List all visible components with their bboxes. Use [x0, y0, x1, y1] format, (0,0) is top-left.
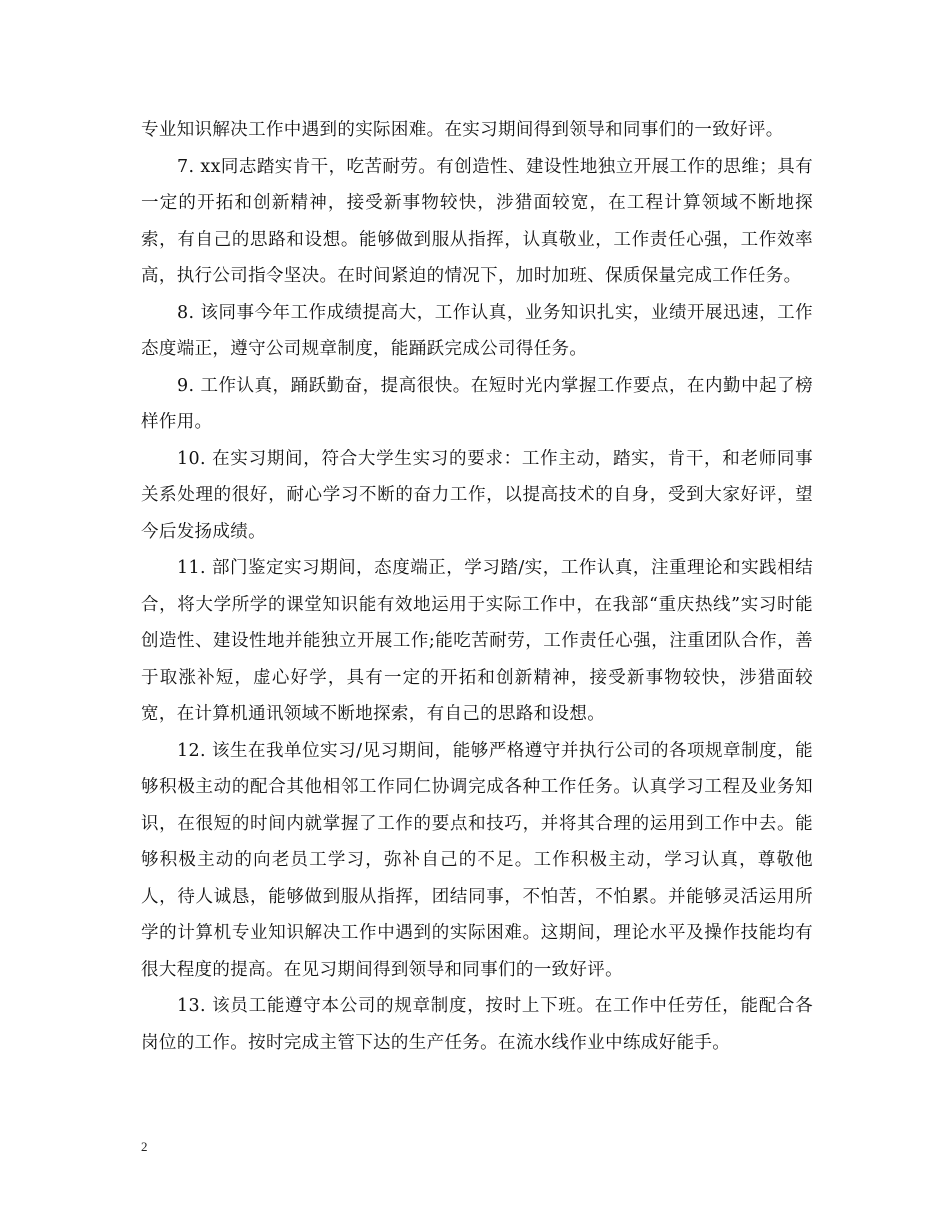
paragraph-item-13: 13. 该员工能遵守本公司的规章制度，按时上下班。在工作中任劳任，能配合各岗位的工作。按时完成主管下达的生产任务。在流水线作业中练成好能手。	[141, 996, 813, 1053]
paragraph-continuation: 专业知识解决工作中遇到的实际困难。在实习期间得到领导和同事们的一致好评。	[141, 120, 784, 140]
page-number: 2	[141, 1139, 148, 1154]
paragraph-item-10: 10. 在实习期间，符合大学生实习的要求：工作主动，踏实，肯干，和老师同事关系处理的很好，耐心学习不断的奋力工作，以提高技术的自身，受到大家好评，望今后发扬成绩。	[141, 448, 813, 542]
paragraph-item-7: 7. xx同志踏实肯干，吃苦耐劳。有创造性、建设性地独立开展工作的思维；具有一定的开拓和创新精神，接受新事物较快，涉猎面较宽，在工程计算领域不断地探索，有自己的思路和设想。能够做到服从指挥，认真敬业，工作责任心强，工作效率高，执行公司指令坚决。在时间紧迫的情况下，加时加班、保质保量完成工作任务。	[141, 156, 813, 286]
paragraph-item-12: 12. 该生在我单位实习/见习期间，能够严格遵守并执行公司的各项规章制度，能够积极主动的配合其他相邻工作同仁协调完成各种工作任务。认真学习工程及业务知识，在很短的时间内就掌握了工作的要点和技巧，并将其合理的运用到工作中去。能够积极主动的向老员工学习，弥补自己的不足。工作积极主动，学习认真，尊敬他人，待人诚恳，能够做到服从指挥，团结同事，不怕苦，不怕累。并能够灵活运用所学的计算机专业知识解决工作中遇到的实际困难。这期间，理论水平及操作技能均有很大程度的提高。在见习期间得到领导和同事们的一致好评。	[141, 740, 813, 980]
document-body	[141, 112, 813, 1061]
paragraph-item-11: 11. 部门鉴定实习期间，态度端正，学习踏/实，工作认真，注重理论和实践相结合，将大学所学的课堂知识能有效地运用于实际工作中，在我部“重庆热线”实习时能创造性、建设性地并能独立开展工作;能吃苦耐劳，工作责任心强，注重团队合作，善于取涨补短，虚心好学，具有一定的开拓和创新精神，接受新事物较快，涉猎面较宽，在计算机通讯领域不断地探索，有自己的思路和设想。	[141, 558, 813, 724]
paragraph-item-8: 8. 该同事今年工作成绩提高大，工作认真，业务知识扎实，业绩开展迅速，工作态度端正，遵守公司规章制度，能踊跃完成公司得任务。	[141, 302, 813, 359]
paragraph-item-9: 9. 工作认真，踊跃勤奋，提高很快。在短时光内掌握工作要点，在内勤中起了榜样作用。	[141, 375, 813, 432]
